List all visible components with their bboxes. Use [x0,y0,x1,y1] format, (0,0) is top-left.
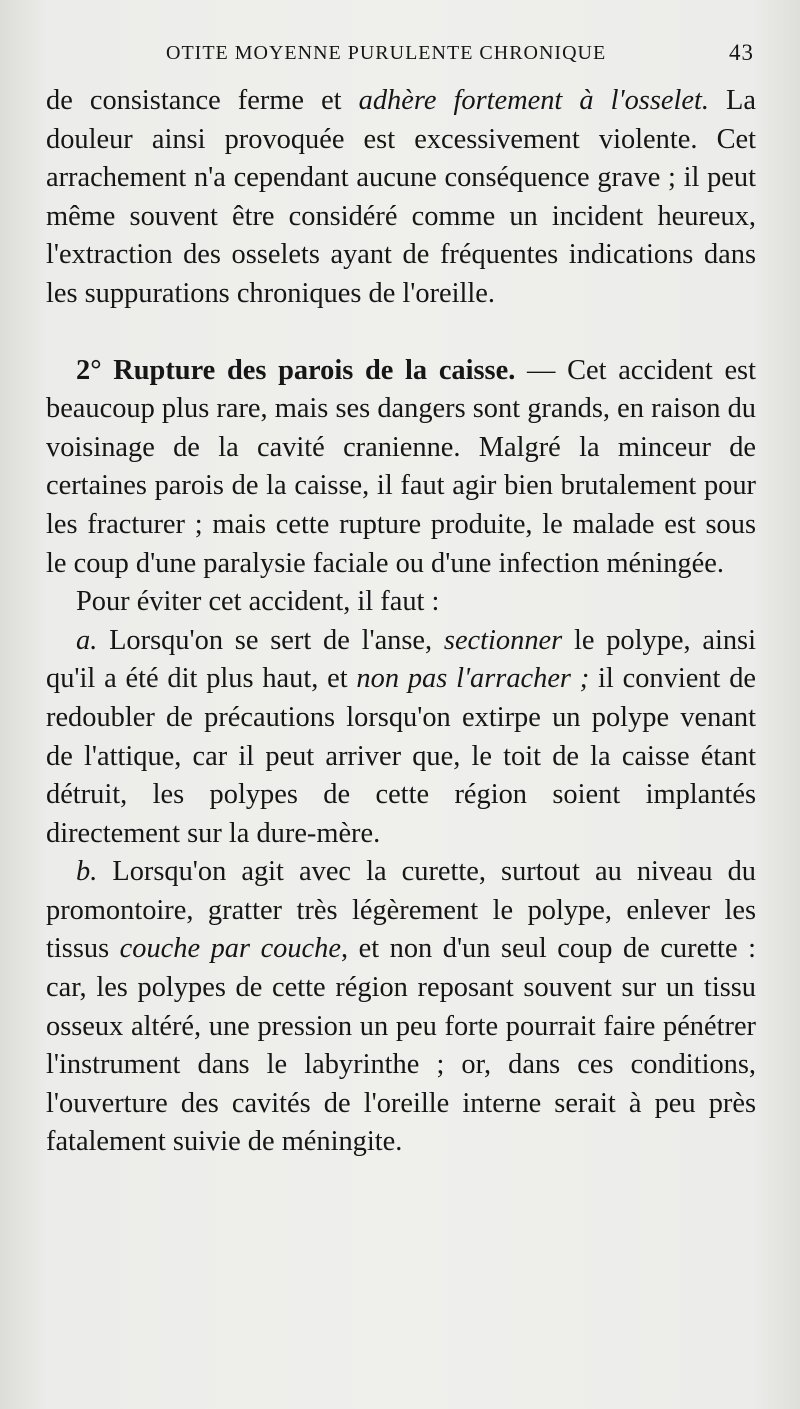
text-segment: de consistance ferme et [46,85,359,116]
paragraph-section-2 [46,352,756,584]
section-gap [46,314,756,352]
text-segment: le polype, ainsi qu'il a été dit plus haut, et [46,624,756,695]
text-segment: Pour éviter cet accident, il faut : [76,586,440,618]
paragraph-item-b [46,853,756,1162]
item-letter-b: b. [76,856,98,888]
paragraph-continuation [46,82,756,314]
running-head [46,32,756,72]
text-segment-italic: non pas l'arracher ; [356,663,590,695]
body-text [46,82,756,1162]
text-segment: il convient de redoubler de précautions lorsqu'on extirpe un polype venant de l'attique, car il peut arriver que, le toit de la caisse étant détruit, les polypes de cette région soient implantés directement sur la dure-mère. [46,663,757,849]
paragraph-item-a [46,622,756,854]
page-number: 43 [729,40,754,65]
text-segment-italic: couche par couche [119,933,341,965]
section-heading: 2° Rupture des parois de la caisse. [76,354,516,386]
paragraph-intro [46,583,756,622]
text-segment-italic: adhère fortement à l'osselet. [358,85,709,116]
text-segment: , et non d'un seul coup de curette : car, les polypes de cette région reposant souvent sur un tissu osseux altéré, une pression un peu forte pourrait faire pénétrer l'instrument dans le labyrinthe ; or, dans ces conditions, l'ouverture des cavités de l'oreille interne serait à peu près fatalement suivie de méningite. [46,933,756,1158]
text-segment: La douleur ainsi provoquée est excessivement violente. Cet arrachement n'a cependant aucune conséquence grave ; il peut même souvent être considéré comme un incident heureux, l'extraction des osselets ayant de fréquentes indications dans les suppurations chroniques de l'oreille. [46,85,756,309]
text-segment: Lorsqu'on se sert de l'anse, [97,624,444,656]
text-segment-italic: sectionner [443,624,563,656]
running-head-title: OTITE MOYENNE PURULENTE CHRONIQUE [166,42,607,64]
item-letter-a: a. [76,624,98,656]
text-segment: — Cet accident est beaucoup plus rare, mais ses dangers sont grands, en raison du voisinage de la cavité cranienne. Malgré la minceur de certaines parois de la caisse, il faut agir bien brutalement pour les fracturer ; mais cette rupture produite, le malade est sous le coup d'une paralysie faciale ou d'une infection méningée. [46,354,756,579]
text-segment: Lorsqu'on agit avec la curette, surtout au niveau du promontoire, gratter très légèrement le polype, enlever les tissus [46,856,756,965]
